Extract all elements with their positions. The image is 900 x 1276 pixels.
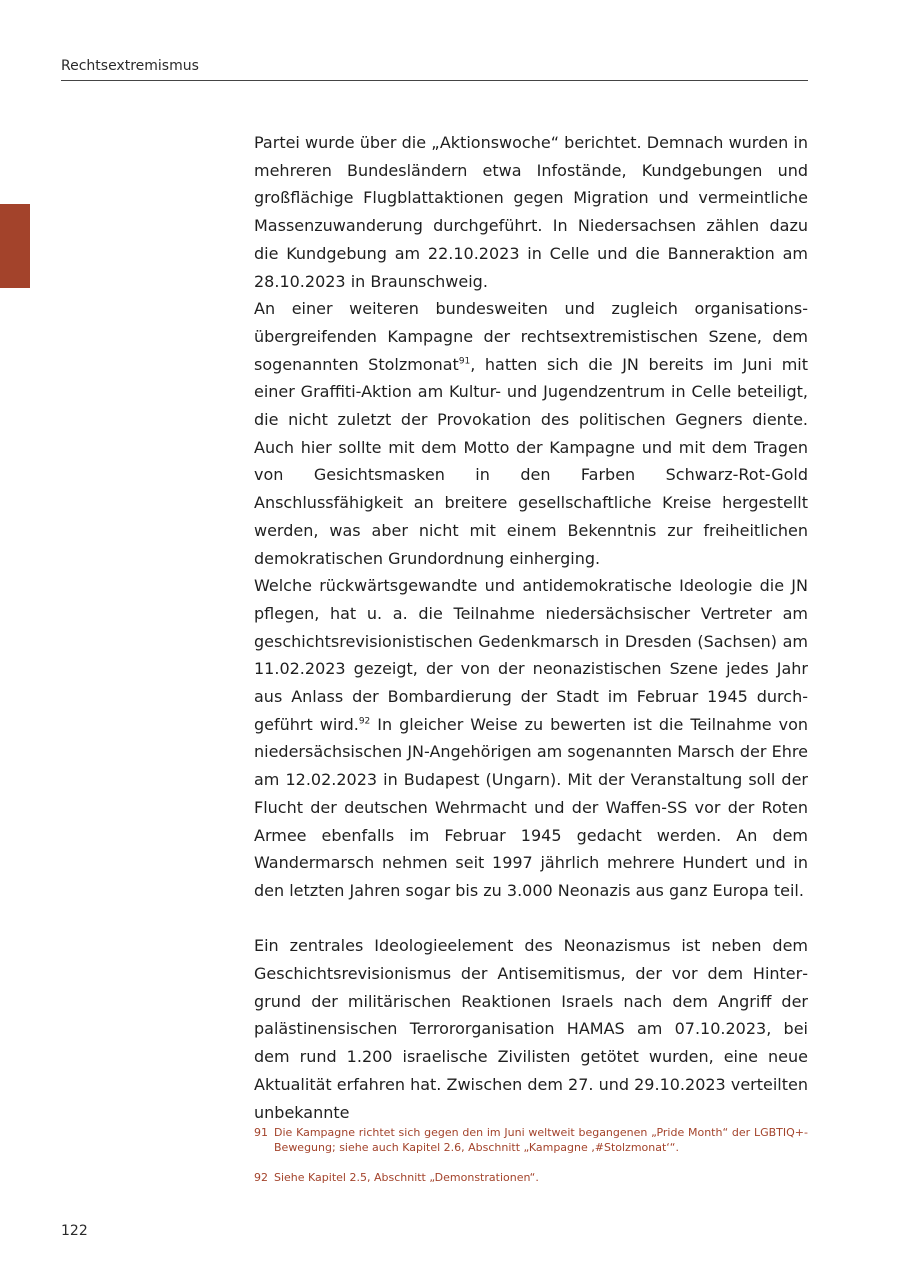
footnote-ref-92[interactable]: 92 [358,716,371,727]
footnote-91 [254,1125,808,1155]
paragraph-4: Ein zentrales Ideologieelement des Neonazismus ist neben dem Geschichtsrevisionismus der Antisemitismus, der vor dem Hintergrund der militärischen Reaktionen Israels nach dem Angriff der palästinensischen Terrororganisation HAMAS am 07.10.2023, bei dem rund 1.200 israelische Zivilisten getötet wurden, eine neue Aktualität erfahren hat. Zwischen dem 27. und 29.10.2023 verteilten unbekannte [254,936,808,1122]
paragraph-2 [254,295,808,572]
header-rule [61,80,808,81]
paragraph-3 [254,572,808,904]
footnote-number: 91 [254,1126,268,1139]
page-number: 122 [61,1223,88,1239]
body-text [254,129,808,1126]
running-header: Rechtsextremismus [61,58,199,74]
footnote-ref-91[interactable]: 91 [458,356,471,367]
footnote-text: Die Kampagne richtet sich gegen den im Juni weltweit begangenen „Pride Month“ der LGBTIQ+-Bewegung; siehe auch Kapitel 2.6, Abschnitt „Kampagne ‚#Stolzmonat‘“. [274,1126,808,1154]
paragraph-2-part-a: An einer weiteren bundesweiten und zugleich organisationsübergreifenden Kampagne der rechtsextremistischen Szene, dem sogenannten Stolzmonat [254,299,808,374]
footnote-text: Siehe Kapitel 2.5, Abschnitt „Demonstrationen“. [274,1171,539,1184]
paragraph-3-part-b: In gleicher Weise zu bewerten ist die Teilnahme von niedersächsischen JN-Angehörigen am sogenannten Marsch der Ehre am 12.02.2023 in Budapest (Ungarn). Mit der Veranstaltung soll der Flucht der deutschen Wehrmacht und der Waffen-SS vor der Roten Armee ebenfalls im Februar 1945 gedacht werden. An dem Wandermarsch nehmen seit 1997 jährlich mehrere Hundert und in den letzten Jahren sogar bis zu 3.000 Neonazis aus ganz Europa teil. [254,714,808,900]
chapter-side-tab [0,204,30,288]
footnotes [254,1125,808,1200]
paragraph-1: Partei wurde über die „Aktionswoche“ berichtet. Demnach wurden in mehreren Bundesländern etwa Infostände, Kundgebungen und großflächige Flugblattaktionen gegen Migration und vermeintliche Massenzuwanderung durchgeführt. In Niedersachsen zählen dazu die Kundgebung am 22.10.2023 in Celle und die Banneraktion am 28.10.2023 in Braunschweig. [254,133,808,291]
paragraph-2-part-b: , hatten sich die JN bereits im Juni mit einer Graffiti-Aktion am Kultur- und Jugendzentrum in Celle beteiligt, die nicht zuletzt der Provokation des politischen Gegners diente. Auch hier sollte mit dem Motto der Kampagne und mit dem Tragen von Gesichtsmasken in den Farben Schwarz-Rot-Gold Anschlussfähigkeit an breitere gesellschaftliche Kreise hergestellt werden, was aber nicht mit einem Bekenntnis zur freiheitlichen demokratischen Grundordnung einherging. [254,354,808,568]
footnote-92 [254,1170,808,1185]
paragraph-3-part-a: Welche rückwärtsgewandte und antidemokratische Ideologie die JN pflegen, hat u. a. die Teilnahme niedersächsischer Vertreter am geschichtsrevisionistischen Gedenkmarsch in Dresden (Sachsen) am 11.02.2023 gezeigt, der von der neonazistischen Szene jedes Jahr aus Anlass der Bombardierung der Stadt im Februar 1945 durchgeführt wird. [254,576,808,734]
footnote-number: 92 [254,1171,268,1184]
